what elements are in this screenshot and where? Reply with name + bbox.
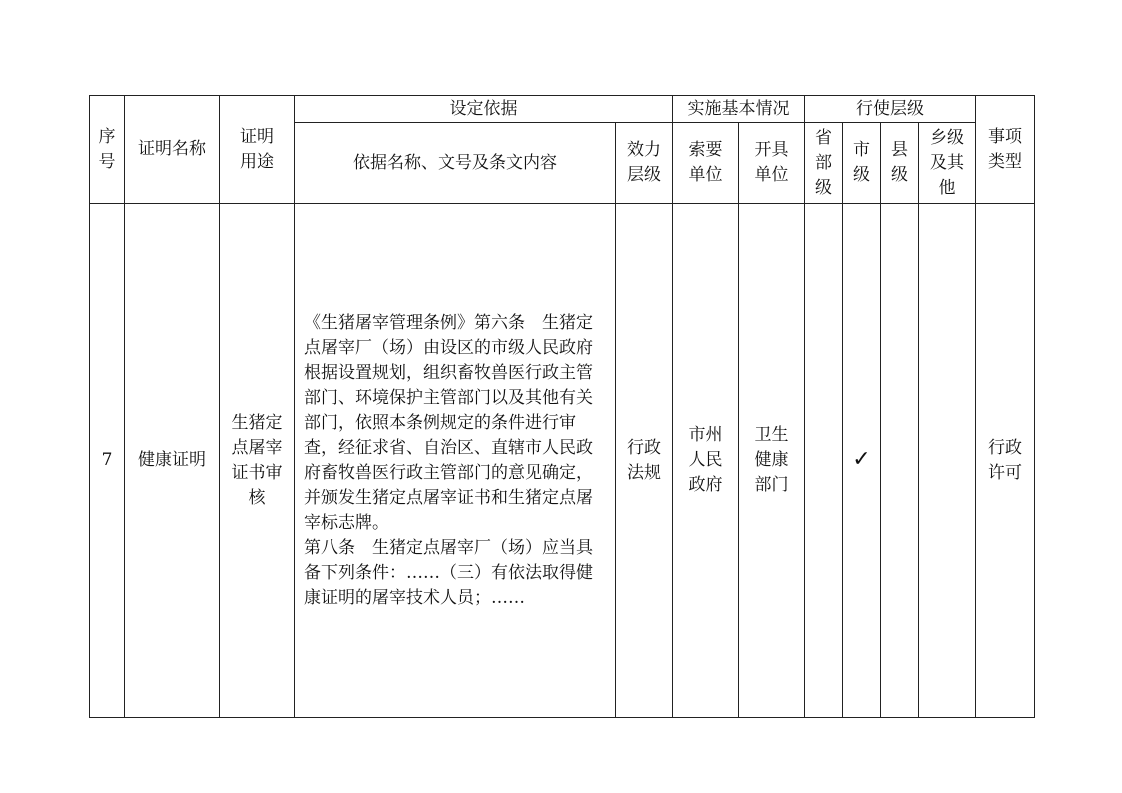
header-cert-name: 证明名称 bbox=[125, 96, 220, 204]
cell-basis-text bbox=[295, 204, 616, 718]
header-province: 省部级 bbox=[805, 123, 843, 204]
table-row bbox=[90, 204, 1035, 718]
header-level-group: 行使层级 bbox=[805, 96, 976, 123]
cell-cert-name: 健康证明 bbox=[125, 204, 220, 718]
cell-city bbox=[843, 204, 881, 718]
header-impl-group: 实施基本情况 bbox=[673, 96, 805, 123]
header-township: 乡级及其他 bbox=[919, 123, 976, 204]
header-row-1 bbox=[90, 96, 1035, 123]
cell-issue-unit: 卫生健康部门 bbox=[739, 204, 805, 718]
header-item-type: 事项类型 bbox=[976, 96, 1035, 204]
header-request-unit: 索要单位 bbox=[673, 123, 739, 204]
header-seq: 序号 bbox=[90, 96, 125, 204]
basis-paragraph: 《生猪屠宰管理条例》第六条 生猪定点屠宰厂（场）由设区的市级人民政府根据设置规划，组织畜牧兽医行政主管部门、环境保护主管部门以及其他有关部门，依照本条例规定的条件进行审查，经征求省、自治区、直辖市人民政府畜牧兽医行政主管部门的意见确定，并颁发生猪定点屠宰证书和生猪定点屠宰标志牌。 bbox=[304, 312, 593, 533]
header-effect-level: 效力层级 bbox=[616, 123, 673, 204]
header-basis-group: 设定依据 bbox=[295, 96, 673, 123]
cell-province bbox=[805, 204, 843, 718]
cell-effect-level: 行政法规 bbox=[616, 204, 673, 718]
cell-county bbox=[881, 204, 919, 718]
header-issue-unit: 开具单位 bbox=[739, 123, 805, 204]
cell-township bbox=[919, 204, 976, 718]
header-cert-use: 证明用途 bbox=[220, 96, 295, 204]
cell-seq: 7 bbox=[90, 204, 125, 718]
basis-paragraph: 第八条 生猪定点屠宰厂（场）应当具备下列条件：……（三）有依法取得健康证明的屠宰技术人员；…… bbox=[304, 537, 593, 608]
header-basis-name: 依据名称、文号及条文内容 bbox=[295, 123, 616, 204]
cell-item-type: 行政许可 bbox=[976, 204, 1035, 718]
header-county: 县级 bbox=[881, 123, 919, 204]
certificate-table bbox=[89, 95, 1035, 718]
cell-cert-use: 生猪定点屠宰证书审核 bbox=[220, 204, 295, 718]
cell-request-unit: 市州人民政府 bbox=[673, 204, 739, 718]
checkmark-icon: ✓ bbox=[852, 447, 871, 472]
header-city: 市级 bbox=[843, 123, 881, 204]
